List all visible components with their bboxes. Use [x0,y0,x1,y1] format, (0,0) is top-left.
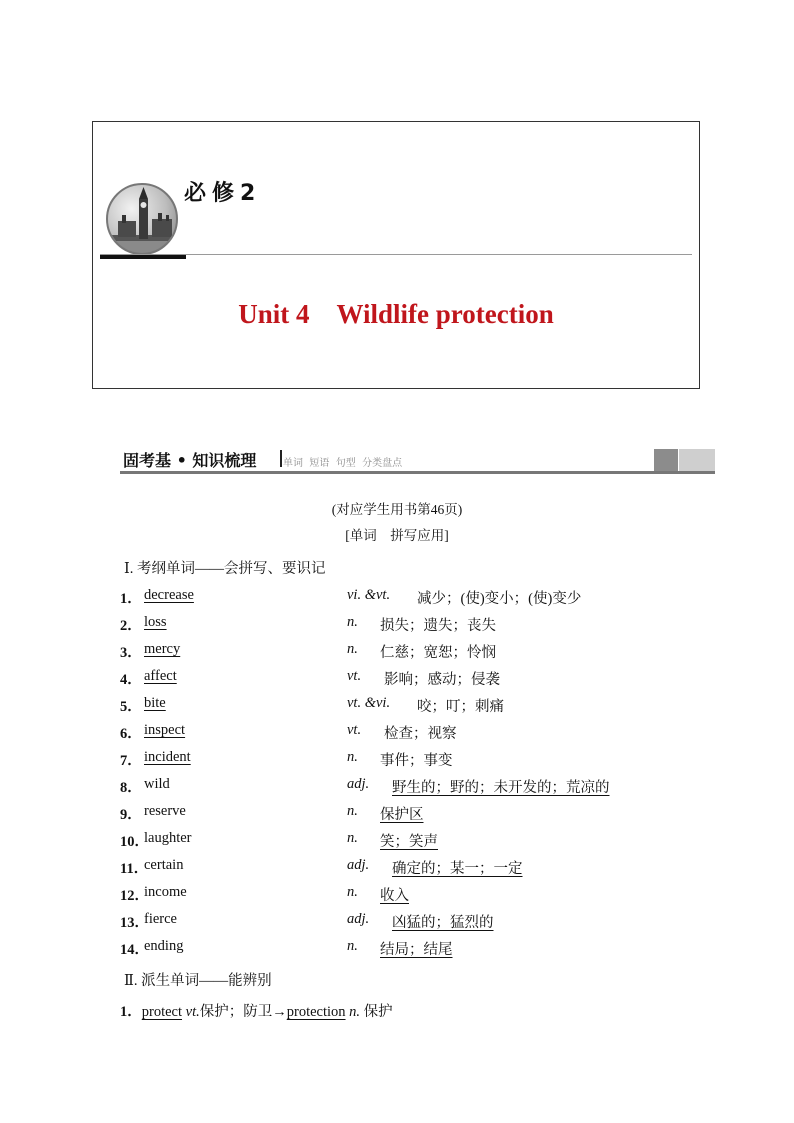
vocab-pos: vt. [347,668,362,684]
vocab-word: ending [144,938,184,954]
vocab-pos: vt. [347,722,362,738]
vocab-row [0,803,794,825]
banner-light-block [679,449,715,471]
big-ben-skyline-icon [108,185,178,255]
vocab-meaning: 咬；叮；刺痛 [417,699,504,715]
vocab-num: 1． [120,591,142,607]
unit-title: Unit 4 Wildlife protection [238,299,554,329]
vocab-word: mercy [144,641,181,657]
vocab-num: 11． [120,861,149,877]
vocab-word: certain [144,857,184,873]
vocab-word: inspect [144,722,186,738]
vocab-word: laughter [144,830,192,846]
vocab-row [0,938,794,960]
vocab-num: 4． [120,672,142,688]
vocab-pos: n. [347,614,358,630]
vocab-word: fierce [144,911,177,927]
vocab-num: 6． [120,726,142,742]
vocab-num: 10． [120,834,149,850]
banner-separator [280,450,282,467]
vocab-meaning: 损失；遗失；丧失 [380,618,496,634]
vocab-num: 12． [120,888,149,904]
vocab-meaning: 野生的；野的；未开发的；荒凉的 [392,780,610,796]
vocab-meaning: 凶猛的；猛烈的 [392,915,494,931]
vocab-pos: adj. [347,911,370,927]
section-tag: [单词 拼写应用] [345,528,449,543]
title-divider [100,254,692,255]
vocab-row [0,830,794,852]
vocab-num: 3． [120,645,142,661]
vocab-pos: n. [347,884,358,900]
vocab-num: 13． [120,915,149,931]
vocab-pos: n. [347,749,358,765]
vocab-meaning: 确定的；某一；一定 [392,861,523,877]
derived-pos: n. [349,1004,361,1020]
derived-meaning: 保护 [363,1004,393,1020]
vocab-num: 5． [120,699,142,715]
derived-word: protection [286,1004,346,1020]
vocab-num: 8． [120,780,142,796]
london-globe-image [106,183,178,255]
derived-num: 1． [120,1004,142,1020]
vocab-pos: vi. &vt. [347,587,391,603]
vocab-pos: n. [347,938,358,954]
banner-title: 固考基 • 知识梳理 [123,451,257,470]
vocab-row [0,587,794,609]
banner-dark-block [654,449,678,471]
vocab-word: affect [144,668,177,684]
title-divider-accent [100,255,186,259]
vocab-row [0,614,794,636]
vocab-word: reserve [144,803,186,819]
vocab-num: 7． [120,753,142,769]
vocab-row [0,776,794,798]
derived-item [120,1000,393,1021]
vocab-word: incident [144,749,191,765]
vocab-row [0,884,794,906]
vocab-meaning: 收入 [380,888,409,904]
vocab-num: 2． [120,618,142,634]
vocab-row [0,749,794,771]
vocab-meaning: 减少；(使)变小；(使)变少 [417,591,582,607]
vocab-meaning: 事件；事变 [380,753,453,769]
vocab-row [0,668,794,690]
derived-base-pos: vt. [185,1004,200,1020]
vocab-row [0,857,794,879]
vocab-word: income [144,884,187,900]
vocab-word: loss [144,614,167,630]
vocab-row [0,911,794,933]
derived-arrow: → [272,1004,287,1020]
vocab-num: 9． [120,807,142,823]
vocab-word: wild [144,776,170,792]
vocab-pos: n. [347,803,358,819]
section-banner [120,447,715,473]
vocab-pos: n. [347,830,358,846]
vocab-word: decrease [144,587,194,603]
section2-heading: Ⅱ. 派生单词——能辨别 [124,973,272,989]
vocab-row [0,722,794,744]
vocab-pos: n. [347,641,358,657]
vocab-pos: vt. &vi. [347,695,391,711]
vocab-pos: adj. [347,776,370,792]
vocab-meaning: 保护区 [380,807,424,823]
vocab-row [0,695,794,717]
banner-subtitle: 单词 短语 句型 分类盘点 [283,458,403,469]
vocab-pos: adj. [347,857,370,873]
vocab-meaning: 影响；感动；侵袭 [384,672,500,688]
derived-base-meaning: 保护；防卫 [199,1004,273,1020]
vocab-meaning: 检查；视察 [384,726,457,742]
vocab-num: 14． [120,942,149,958]
section1-heading: Ⅰ. 考纲单词——会拼写、要识记 [124,561,326,577]
vocab-meaning: 笑；笑声 [380,834,438,850]
vocab-row [0,641,794,663]
vocab-meaning: 结局；结尾 [380,942,453,958]
textbook-reference: (对应学生用书第46页) [331,502,463,517]
book-title: 必修2 [184,181,262,206]
vocab-word: bite [144,695,166,711]
banner-underline [120,471,715,474]
derived-base-word: protect [141,1004,183,1020]
vocab-meaning: 仁慈；宽恕；怜悯 [380,645,496,661]
